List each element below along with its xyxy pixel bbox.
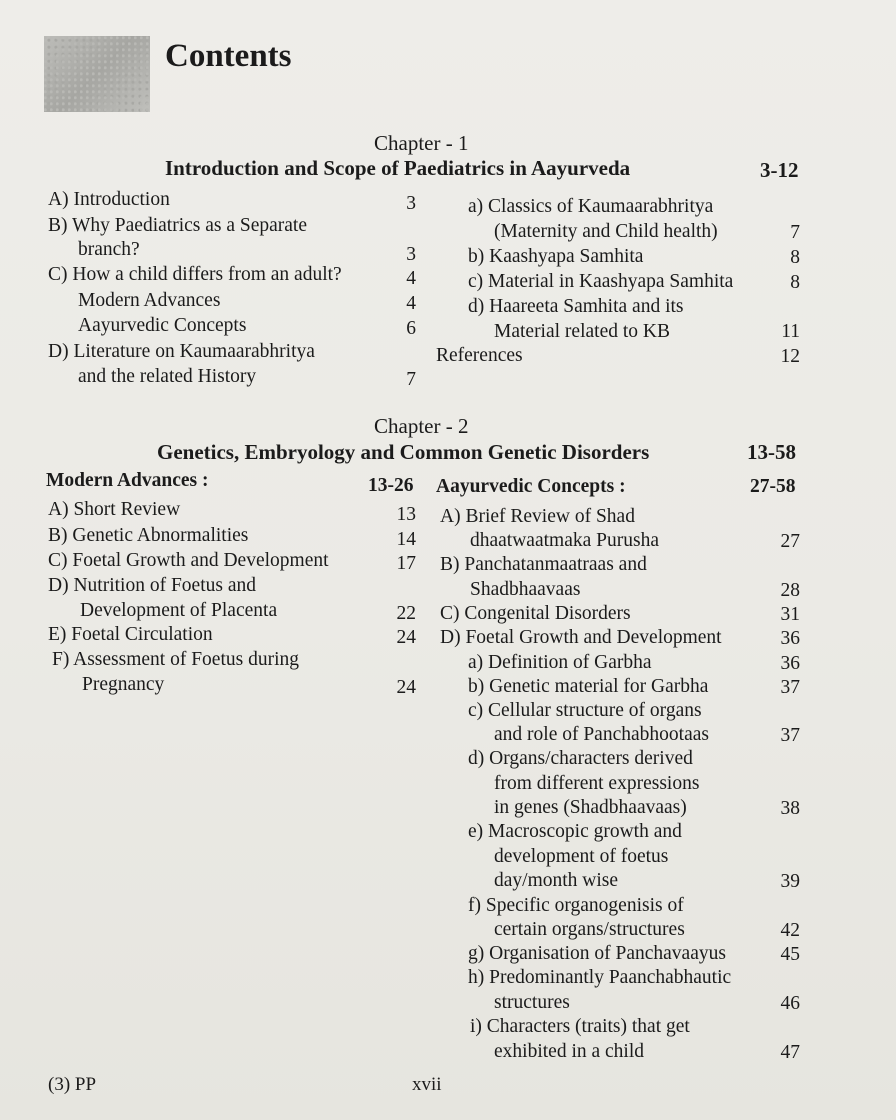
toc-page-number: 3 [406,193,416,214]
toc-page-number: 45 [780,944,800,965]
toc-entry: Development of Placenta [80,600,278,621]
toc-page-number: 46 [780,993,800,1014]
toc-entry: F) Assessment of Foetus during [52,649,300,670]
toc-entry: dhaatwaatmaka Purusha [470,530,659,551]
toc-page-number: 39 [780,871,800,892]
toc-page-number: 17 [396,553,416,574]
toc-page-number: 24 [396,627,416,648]
toc-page-number: 27 [780,531,800,552]
toc-entry: b) Genetic material for Garbha [468,676,709,697]
toc-entry: structures [494,992,570,1013]
chapter2-page-range: 13-58 [747,440,796,464]
toc-entry: d) Organs/characters derived [468,748,693,769]
toc-entry: exhibited in a child [494,1041,645,1062]
toc-entry: Pregnancy [82,674,165,695]
toc-page-number: 12 [780,346,800,367]
toc-page-number: 7 [790,222,800,243]
toc-entry: B) Why Paediatrics as a Separate [48,215,308,236]
chapter2-title: Genetics, Embryology and Common Genetic Disorders [157,440,650,464]
toc-entry: h) Predominantly Paanchabhautic [468,967,732,988]
toc-page-number: 11 [781,321,800,342]
toc-entry: Aayurvedic Concepts [78,315,247,336]
toc-entry: development of foetus [494,846,669,867]
toc-page-number: 36 [780,653,800,674]
toc-entry: B) Panchatanmaatraas and [440,554,647,575]
toc-page-number: 38 [780,798,800,819]
chapter1-title: Introduction and Scope of Paediatrics in Aayurveda [165,156,631,180]
toc-entry: Shadbhaavaas [470,579,581,600]
toc-page-number: 13 [396,504,416,525]
page-title: Contents [165,38,292,74]
toc-entry: A) Short Review [48,499,181,520]
toc-page-number: 4 [406,268,416,289]
toc-page-number: 42 [780,920,800,941]
chapter1-label: Chapter - 1 [374,131,469,155]
toc-entry: in genes (Shadbhaavaas) [494,797,687,818]
toc-entry: D) Literature on Kaumaarabhritya [48,341,315,362]
toc-entry: C) Congenital Disorders [440,603,631,624]
toc-page-number: 8 [790,272,800,293]
toc-entry: certain organs/structures [494,919,685,940]
toc-entry: (Maternity and Child health) [494,221,718,242]
toc-entry: C) Foetal Growth and Development [48,550,329,571]
toc-entry: and role of Panchabhootaas [494,724,709,745]
toc-page-number: 47 [780,1042,800,1063]
toc-entry: f) Specific organogenisis of [468,895,684,916]
toc-entry: c) Material in Kaashyapa Samhita [468,271,734,292]
chapter2-label: Chapter - 2 [374,414,469,438]
toc-entry: e) Macroscopic growth and [468,821,682,842]
toc-entry: B) Genetic Abnormalities [48,525,249,546]
toc-entry: References [436,345,523,366]
toc-page-number: 36 [780,628,800,649]
toc-entry: D) Nutrition of Foetus and [48,575,256,596]
toc-entry: b) Kaashyapa Samhita [468,246,644,267]
toc-entry: D) Foetal Growth and Development [440,627,722,648]
toc-page-number: 14 [396,529,416,550]
toc-page-number: 31 [780,604,800,625]
section-range-aayurvedic: 27-58 [750,476,796,497]
toc-entry: Modern Advances [78,290,221,311]
footer-print-code: (3) PP [48,1074,97,1095]
toc-page-number: 8 [790,247,800,268]
toc-page-number: 4 [406,293,416,314]
toc-entry: branch? [78,239,140,260]
toc-entry: C) How a child differs from an adult? [48,264,342,285]
toc-entry: d) Haareeta Samhita and its [468,296,684,317]
page-number-footer: xvii [412,1074,442,1095]
toc-entry: c) Cellular structure of organs [468,700,702,721]
section-range-modern: 13-26 [368,475,414,496]
section-heading-aayurvedic: Aayurvedic Concepts : [436,476,626,497]
toc-page-number: 6 [406,318,416,339]
toc-entry: a) Definition of Garbha [468,652,652,673]
toc-page-number: 37 [780,725,800,746]
toc-page-number: 28 [780,580,800,601]
toc-entry: i) Characters (traits) that get [470,1016,690,1037]
toc-entry: day/month wise [494,870,619,891]
toc-entry: g) Organisation of Panchavaayus [468,943,726,964]
decorative-texture-block [44,36,150,112]
toc-entry: Material related to KB [494,321,670,342]
toc-page-number: 7 [406,369,416,390]
chapter1-page-range: 3-12 [760,158,799,182]
toc-entry: A) Brief Review of Shad [440,506,635,527]
toc-page-number: 24 [396,677,416,698]
toc-page-number: 37 [780,677,800,698]
toc-entry: E) Foetal Circulation [48,624,213,645]
toc-page-number: 3 [406,244,416,265]
toc-entry: and the related History [78,366,257,387]
toc-entry: A) Introduction [48,189,170,210]
toc-page-number: 22 [396,603,416,624]
section-heading-modern: Modern Advances : [46,470,209,491]
toc-entry: a) Classics of Kaumaarabhritya [468,196,714,217]
toc-entry: from different expressions [494,773,700,794]
